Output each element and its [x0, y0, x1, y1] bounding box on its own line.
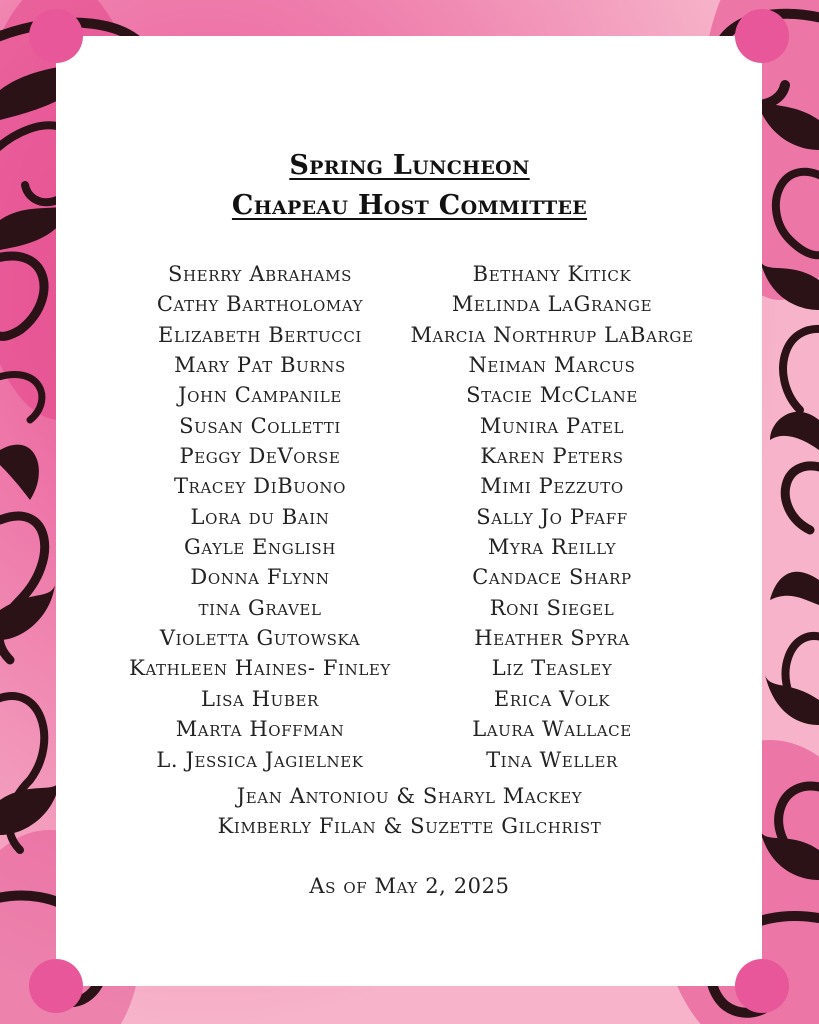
committee-member: Violetta Gutowska	[159, 626, 361, 651]
committee-member: Melinda LaGrange	[451, 292, 653, 317]
committee-member: Marcia Northrup LaBarge	[410, 322, 694, 347]
title-line-1: Spring Luncheon	[289, 150, 530, 181]
names-left-column	[110, 259, 410, 775]
committee-member: Tina Weller	[486, 747, 618, 772]
card-corner-notch	[29, 959, 83, 1013]
committee-member: Sherry Abrahams	[168, 262, 352, 286]
committee-member: Erica Volk	[493, 686, 611, 711]
card-corner-notch	[735, 959, 789, 1013]
committee-member: Susan Colletti	[179, 413, 341, 438]
committee-member: Myra Reilly	[487, 535, 617, 560]
committee-member: Mimi Pezzuto	[480, 474, 624, 499]
committee-member: Elizabeth Bertucci	[158, 322, 362, 347]
committee-member: Laura Wallace	[472, 717, 632, 742]
committee-member: Gayle English	[184, 535, 336, 560]
card-corner-notch	[29, 9, 83, 63]
committee-member: Peggy DeVorse	[179, 444, 341, 469]
committee-member: Stacie McClane	[466, 383, 638, 408]
committee-member: Heather Spyra	[474, 626, 630, 651]
committee-member: John Campanile	[178, 383, 342, 408]
committee-member: Tracey DiBuono	[173, 474, 347, 499]
committee-member: Candace Sharp	[472, 565, 632, 590]
committee-member: Bethany Kitick	[472, 262, 632, 286]
committee-member: Lisa Huber	[201, 686, 319, 711]
committee-member: Neiman Marcus	[468, 353, 636, 378]
committee-member: Munira Patel	[479, 413, 625, 438]
committee-member: Roni Siegel	[489, 595, 615, 620]
committee-pair: Jean Antoniou & Sharyl Mackey	[236, 784, 583, 808]
committee-member: Karen Peters	[480, 444, 624, 469]
committee-member: L. Jessica Jagielnek	[156, 747, 364, 772]
committee-member: Cathy Bartholomay	[156, 292, 364, 317]
committee-member: Mary Pat Burns	[174, 353, 346, 378]
as-of-date: As of May 2, 2025	[309, 874, 510, 898]
committee-member: Lora du Bain	[190, 504, 330, 529]
committee-member: tina Gravel	[198, 595, 322, 620]
committee-member: Marta Hoffman	[175, 717, 345, 742]
committee-pair: Kimberly Filan & Suzette Gilchrist	[217, 814, 602, 838]
committee-member: Sally Jo Pfaff	[476, 504, 628, 529]
committee-member: Donna Flynn	[190, 565, 330, 590]
title-line-2: Chapeau Host Committee	[231, 190, 588, 221]
card-corner-notch	[735, 9, 789, 63]
committee-member: Kathleen Haines- Finley	[129, 656, 391, 681]
committee-member: Liz Teasley	[491, 656, 613, 681]
names-right-column	[394, 259, 710, 775]
